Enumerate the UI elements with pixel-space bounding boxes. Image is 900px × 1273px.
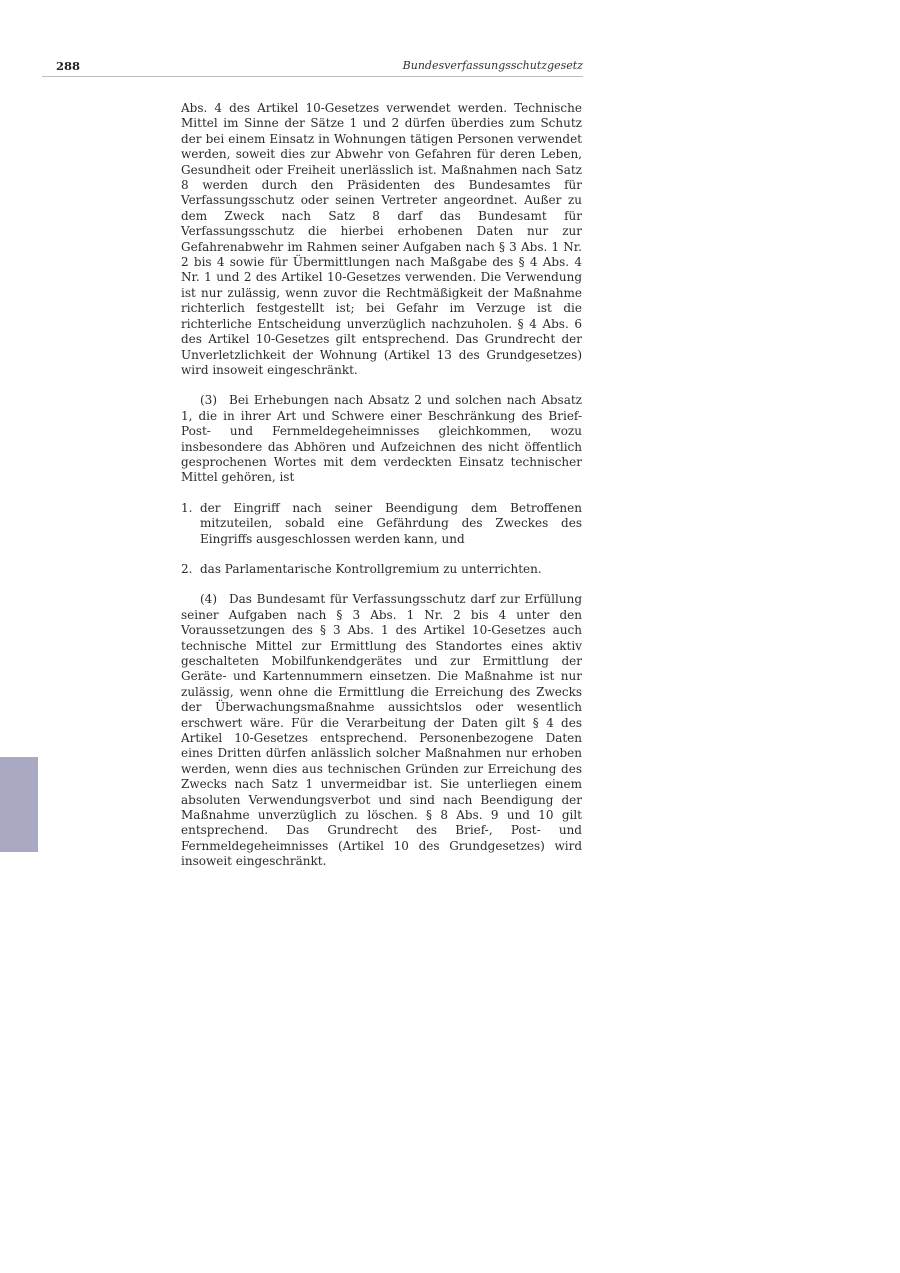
main-text xyxy=(181,101,582,870)
list-item-number: 1. xyxy=(181,500,193,515)
paragraph-continuation: Abs. 4 des Artikel 10-Gesetzes verwendet werden. Technische Mittel im Sinne der Sätze 1 und 2 dürfen überdies zum Schutz der bei einem Einsatz in Wohnungen tätigen Personen verwendet werden, soweit dies zur Abwehr von Gefahren für deren Leben, Gesundheit oder Freiheit unerlässlich ist. Maßnahmen nach Satz 8 werden durch den Präsidenten des Bundesamtes für Verfassungsschutz oder seinen Vertreter angeordnet. Außer zu dem Zweck nach Satz 8 darf das Bundesamt für Verfassungsschutz die hierbei erhobenen Daten nur zur Gefahrenabwehr im Rahmen seiner Aufgaben nach § 3 Abs. 1 Nr. 2 bis 4 sowie für Übermittlungen nach Maßgabe des § 4 Abs. 4 Nr. 1 und 2 des Artikel 10-Gesetzes verwenden. Die Verwendung ist nur zulässig, wenn zuvor die Rechtmäßigkeit der Maßnahme richterlich festgestellt ist; bei Gefahr im Verzuge ist die richterliche Entscheidung unverzüglich nachzuholen. § 4 Abs. 6 des Artikel 10-Gesetzes gilt entsprechend. Das Grundrecht der Unverletzlichkeit der Wohnung (Artikel 13 des Grundgesetzes) wird insoweit eingeschränkt. xyxy=(181,101,582,377)
running-title: Bundesverfassungsschutzgesetz xyxy=(402,59,583,72)
page-header xyxy=(42,58,583,77)
section-4-text: Das Bundesamt für Verfassungsschutz darf zur Erfüllung seiner Aufgaben nach § 3 Abs. 1 Nr. 2 bis 4 unter den Voraussetzungen des § 3 Abs. 1 des Artikel 10-Gesetzes auch technische Mittel zur Ermittlung des Standortes eines aktiv geschalteten Mobilfunkendgerätes und zur Ermittlung der Geräte- und Kartennummern einsetzen. Die Maßnahme ist nur zulässig, wenn ohne die Ermittlung die Erreichung des Zwecks der Überwachungsmaßnahme aussichtslos oder wesentlich erschwert wäre. Für die Verarbeitung der Daten gilt § 4 des Artikel 10-Gesetzes entsprechend. Personenbezogene Daten eines Dritten dürfen anlässlich solcher Maßnahmen nur erhoben werden, wenn dies aus technischen Gründen zur Erreichung des Zwecks nach Satz 1 unvermeidbar ist. Sie unterliegen einem absoluten Verwendungsverbot und sind nach Beendigung der Maßnahme unverzüglich zu löschen. § 8 Abs. 9 und 10 gilt entsprechend. Das Grundrecht des Brief-, Post- und Fernmeldegeheimnisses (Artikel 10 des Grundgesetzes) wird insoweit eingeschränkt. xyxy=(181,592,582,869)
list-item-text: das Parlamentarische Kontrollgremium zu unterrichten. xyxy=(200,561,542,576)
section-3-list xyxy=(181,501,582,578)
section-3-number: (3) xyxy=(200,393,217,408)
page-number: 288 xyxy=(56,59,81,73)
thumb-index-tab xyxy=(0,757,38,852)
list-item xyxy=(181,562,582,577)
paragraph-section-4 xyxy=(181,592,582,869)
section-3-text: Bei Erhebungen nach Absatz 2 und solchen nach Absatz 1, die in ihrer Art und Schwere einer Beschränkung des Brief- Post- und Fernmeldegeheimnisses gleichkommen, wozu insbesondere das Abhören und Aufzeichnen des nicht öffentlich gesprochenen Wortes mit dem verdeckten Einsatz technischer Mittel gehören, ist xyxy=(181,393,582,485)
list-item xyxy=(181,501,582,547)
section-4-number: (4) xyxy=(200,592,217,607)
paragraph-section-3 xyxy=(181,393,582,485)
list-item-text: der Eingriff nach seiner Beendigung dem Betroffenen mitzuteilen, sobald eine Gefährdung des Zweckes des Eingriffs ausgeschlossen werden kann, und xyxy=(200,500,582,546)
list-item-number: 2. xyxy=(181,561,193,576)
